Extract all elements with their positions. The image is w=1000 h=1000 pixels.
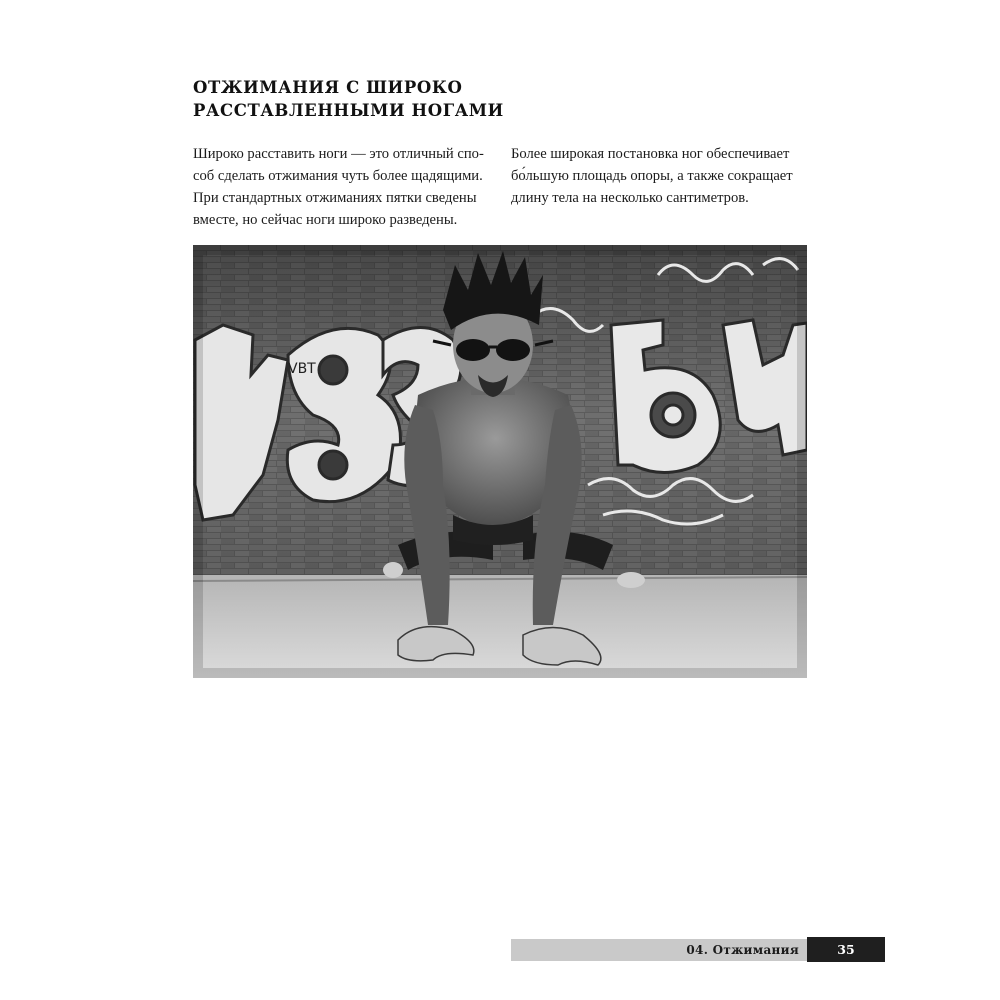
body-paragraph-right: Более широкая постановка ног обеспечивает бо́льшую площадь опоры, а также сокращает длину тела на несколько сантиметров. <box>511 146 793 206</box>
page-number: 35 <box>807 937 885 962</box>
section-heading: ОТЖИМАНИЯ С ШИРОКО РАССТАВЛЕННЫМИ НОГАМИ <box>193 78 504 120</box>
sidewalk <box>193 575 807 678</box>
footer-chapter-bar <box>511 939 807 961</box>
body-paragraph-left: Широко расставить ноги — это отличный спо- соб сделать отжимания чуть более щадящими. При стандартных отжиманиях пятки сведены вместе, но сейчас ноги широко разведены. <box>193 146 484 228</box>
graffiti-tag: VBT <box>288 361 316 377</box>
pushup-photo <box>193 245 807 678</box>
footer-chapter-title: 04. Отжимания <box>686 943 799 957</box>
